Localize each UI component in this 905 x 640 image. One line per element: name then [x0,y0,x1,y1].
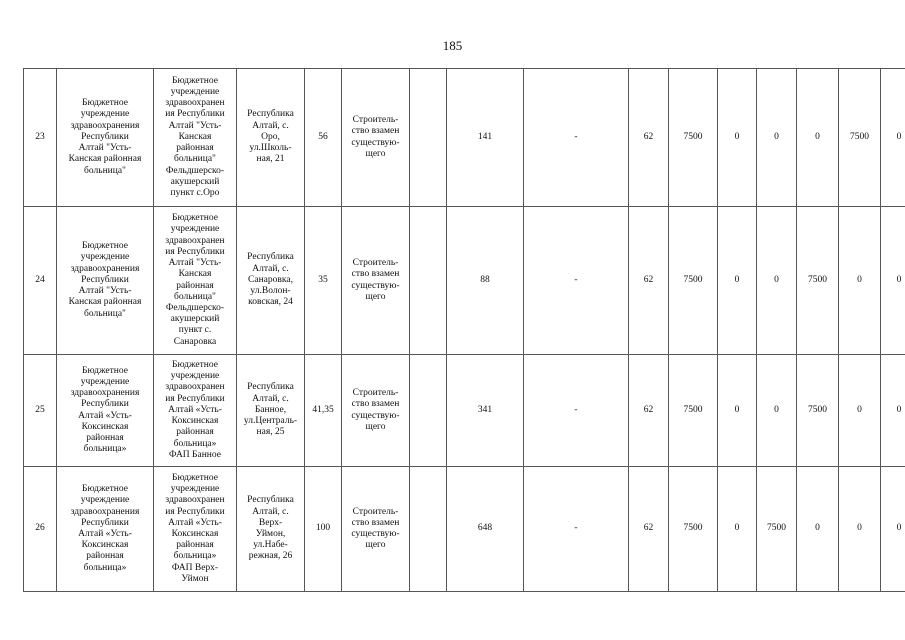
value-cell: 7500 [669,355,718,467]
value-cell: 648 [447,467,524,592]
row-number: 24 [24,207,57,355]
value-cell: 0 [839,207,881,355]
empty-cell [410,355,447,467]
value-cell: 0 [881,467,905,592]
institution-name: Бюджетное учреждение здравоохранения Республики Алтай «Усть- Коксинская районная больница» [57,467,154,592]
work-type: Строитель- ство взамен существую- щего [342,69,410,207]
value-cell: 62 [629,467,669,592]
value-cell: 0 [839,355,881,467]
value-cell: 341 [447,355,524,467]
empty-cell [410,467,447,592]
institution-name: Бюджетное учреждение здравоохранения Республики Алтай "Усть- Канская районная больница" [57,207,154,355]
work-type: Строитель- ство взамен существую- щего [342,355,410,467]
table-row [24,355,905,467]
facility-address: Республика Алтай, с. Оро, ул.Школь- ная, 21 [237,69,305,207]
value-cell: 0 [839,467,881,592]
table-row [24,69,905,207]
area-value: 41,35 [305,355,342,467]
row-number: 26 [24,467,57,592]
value-cell: 0 [718,467,757,592]
value-cell: - [524,69,629,207]
row-number: 25 [24,355,57,467]
value-cell: 7500 [839,69,881,207]
value-cell: 0 [881,355,905,467]
value-cell: 0 [718,355,757,467]
facility-name: Бюджетное учреждение здравоохранен ия Республики Алтай «Усть- Коксинская районная больница» ФАП Верх- Уймон [154,467,237,592]
value-cell: 62 [629,207,669,355]
value-cell: 0 [797,467,839,592]
value-cell: 62 [629,355,669,467]
value-cell: - [524,467,629,592]
facility-name: Бюджетное учреждение здравоохранен ия Республики Алтай «Усть- Коксинская районная больница» ФАП Банное [154,355,237,467]
row-number: 23 [24,69,57,207]
value-cell: 7500 [669,467,718,592]
value-cell: 0 [757,355,797,467]
facilities-table [23,68,905,592]
value-cell: 7500 [669,207,718,355]
facility-address: Республика Алтай, с. Верх- Уймон, ул.Набе- режная, 26 [237,467,305,592]
table-row [24,207,905,355]
value-cell: 0 [881,207,905,355]
value-cell: 0 [797,69,839,207]
value-cell: - [524,207,629,355]
facility-address: Республика Алтай, с. Санаровка, ул.Волон- ковская, 24 [237,207,305,355]
value-cell: 7500 [797,355,839,467]
value-cell: 0 [718,69,757,207]
table-row [24,467,905,592]
work-type: Строитель- ство взамен существую- щего [342,467,410,592]
value-cell: 0 [757,207,797,355]
value-cell: 7500 [757,467,797,592]
facility-address: Республика Алтай, с. Банное, ул.Централь- ная, 25 [237,355,305,467]
value-cell: 7500 [669,69,718,207]
page-number: 185 [442,38,463,53]
area-value: 35 [305,207,342,355]
work-type: Строитель- ство взамен существую- щего [342,207,410,355]
value-cell: 0 [757,69,797,207]
value-cell: 141 [447,69,524,207]
value-cell: 88 [447,207,524,355]
facility-name: Бюджетное учреждение здравоохранен ия Республики Алтай "Усть- Канская районная больница" Фельдшерско- акушерский пункт с. Санаровка [154,207,237,355]
empty-cell [410,69,447,207]
institution-name: Бюджетное учреждение здравоохранения Республики Алтай «Усть- Коксинская районная больница» [57,355,154,467]
area-value: 56 [305,69,342,207]
value-cell: 62 [629,69,669,207]
value-cell: - [524,355,629,467]
empty-cell [410,207,447,355]
value-cell: 7500 [797,207,839,355]
area-value: 100 [305,467,342,592]
institution-name: Бюджетное учреждение здравоохранения Республики Алтай "Усть- Канская районная больница" [57,69,154,207]
value-cell: 0 [718,207,757,355]
facility-name: Бюджетное учреждение здравоохранен ия Республики Алтай "Усть- Канская районная больница" Фельдшерско- акушерский пункт с.Оро [154,69,237,207]
value-cell: 0 [881,69,905,207]
